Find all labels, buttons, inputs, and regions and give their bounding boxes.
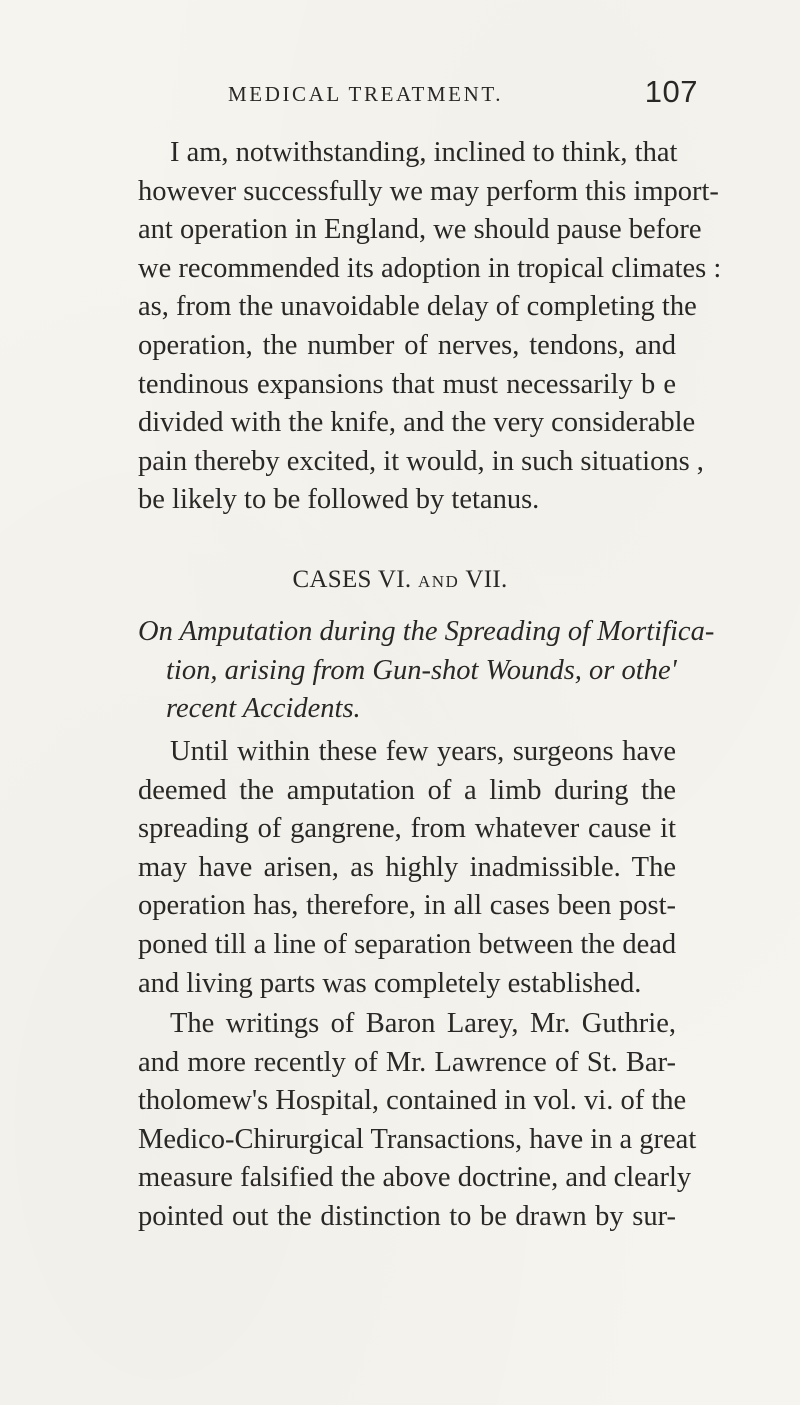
paragraph-line: The writings of Baron Larey, Mr. Guthrie, bbox=[170, 1008, 676, 1039]
subtitle-line: On Amputation during the Spreading of Mortifica- bbox=[138, 616, 715, 647]
paragraph-line: and more recently of Mr. Lawrence of St. Bar- bbox=[138, 1046, 676, 1078]
paragraph-line: Medico-Chirurgical Transactions, have in a great bbox=[138, 1123, 697, 1155]
paragraph-line: divided with the knife, and the very considerable bbox=[138, 407, 696, 439]
paragraph-line: deemed the amputation of a limb during the bbox=[138, 774, 676, 806]
paragraph-line: pain thereby excited, it would, in such situations , bbox=[138, 445, 704, 477]
paragraph-line: operation has, therefore, in all cases been post- bbox=[138, 890, 676, 922]
paragraph-line: I am, notwithstanding, inclined to think, that bbox=[170, 137, 678, 168]
section-heading bbox=[0, 566, 800, 594]
paragraph-line: operation, the number of nerves, tendons, and bbox=[138, 329, 676, 361]
paragraph-line: and living parts was completely established. bbox=[138, 967, 642, 999]
paragraph-line: tendinous expansions that must necessarily b e bbox=[138, 368, 676, 400]
paragraph-line: as, from the unavoidable delay of completing the bbox=[138, 291, 697, 323]
running-title: MEDICAL TREATMENT. bbox=[228, 82, 504, 106]
paragraph-line: ant operation in England, we should pause before bbox=[138, 214, 702, 246]
section-subtitle bbox=[138, 613, 715, 729]
paragraph-line: measure falsified the above doctrine, and clearly bbox=[138, 1162, 692, 1194]
paragraph-line: be likely to be followed by tetanus. bbox=[138, 484, 540, 516]
section-heading-pre: CASES VI. bbox=[292, 566, 418, 593]
paragraph-1 bbox=[138, 134, 722, 520]
paragraph-line: pointed out the distinction to be drawn by sur- bbox=[138, 1200, 676, 1232]
section-heading-and: AND bbox=[417, 572, 460, 591]
paragraph-line: Until within these few years, surgeons have bbox=[170, 736, 676, 767]
paragraph-line: however successfully we may perform this import- bbox=[138, 175, 719, 207]
paragraph-line: may have arisen, as highly inadmissible. The bbox=[138, 851, 676, 883]
paragraph-2 bbox=[138, 733, 676, 1003]
subtitle-line: tion, arising from Gun-shot Wounds, or othe' bbox=[166, 654, 677, 686]
paragraph-line: tholomew's Hospital, contained in vol. vi. of the bbox=[138, 1085, 687, 1117]
paragraph-line: spreading of gangrene, from whatever cause it bbox=[138, 813, 676, 845]
running-head bbox=[228, 70, 698, 110]
paragraph-line: poned till a line of separation between the dead bbox=[138, 928, 677, 960]
section-heading-post: VII. bbox=[459, 566, 508, 593]
paragraph-3 bbox=[138, 1005, 697, 1237]
subtitle-line: recent Accidents. bbox=[166, 693, 361, 725]
page-number: 107 bbox=[644, 74, 698, 109]
paragraph-line: we recommended its adoption in tropical climates : bbox=[138, 252, 722, 284]
